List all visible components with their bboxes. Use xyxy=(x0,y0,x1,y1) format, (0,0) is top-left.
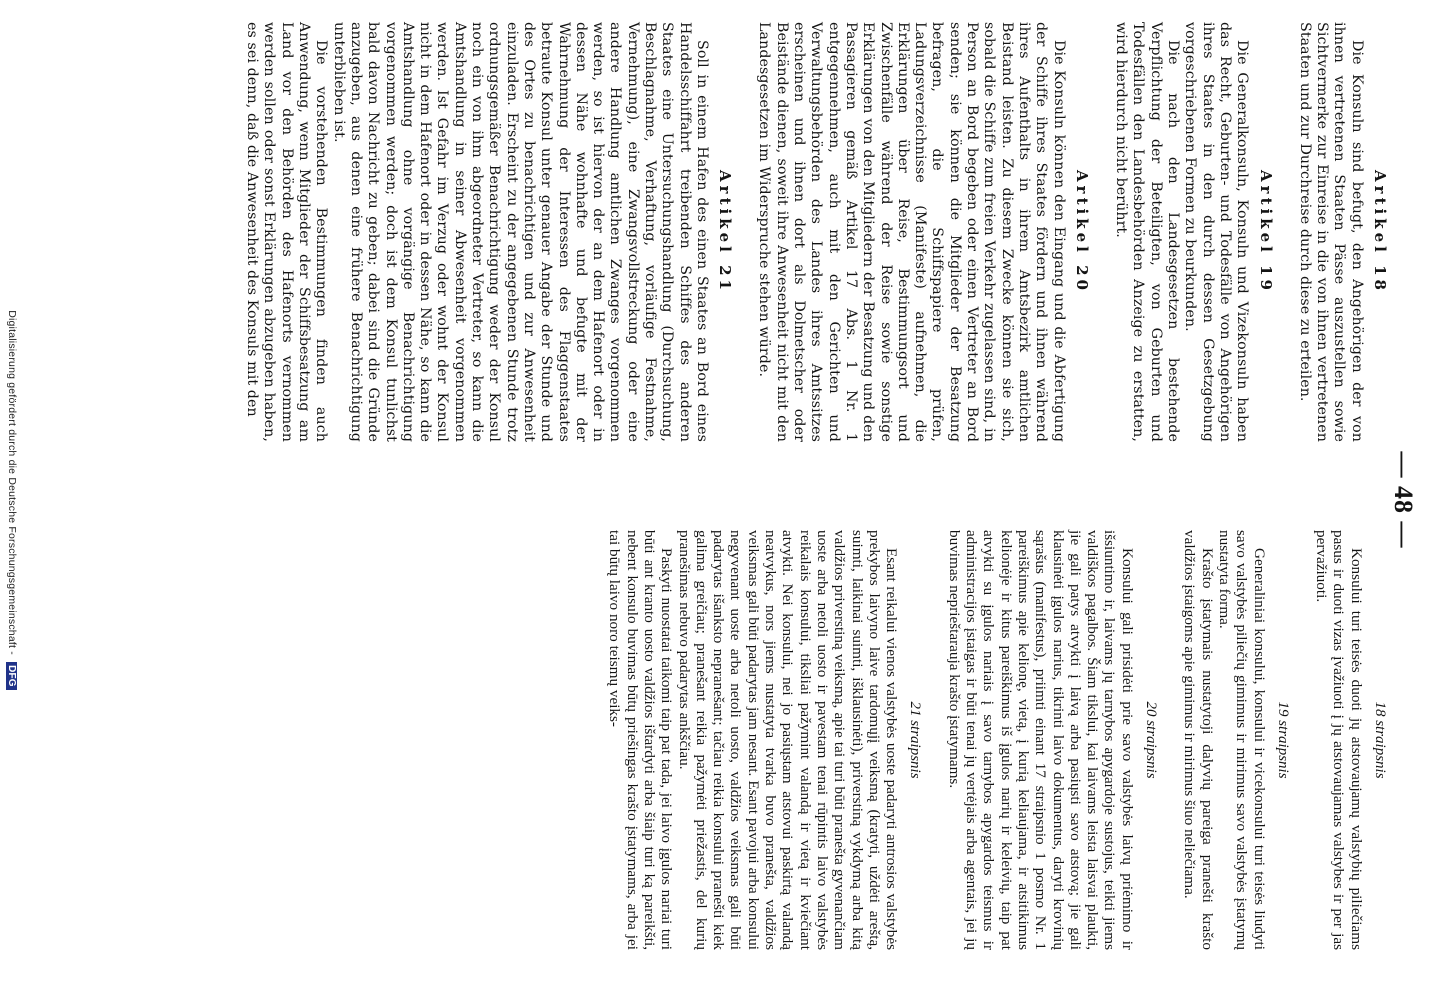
article-paragraph: Die vorstehenden Bestimmungen finden auch Anwendung, wenn Mitglieder der Schiffsbesatzung am Land vor den Behörden des Hafenorts vernommen werden sollen oder sonst Erklärungen abzugeben haben, es sei denn, daß die Anwesenheit des Konsuls mit den xyxy=(244,22,330,442)
dfg-logo-icon: DFG xyxy=(6,662,17,690)
digitization-credit xyxy=(6,0,18,1000)
lithuanian-article-19 xyxy=(1181,530,1291,950)
article-heading: 19 straipsnis xyxy=(1274,701,1291,779)
article-heading: 20 straipsnis xyxy=(1143,701,1160,779)
german-article-21 xyxy=(243,22,733,442)
credit-text: Digitalisierung gefördert durch die Deutsche Forschungsgemeinschaft - xyxy=(6,310,18,655)
german-article-18 xyxy=(1296,22,1388,442)
article-heading: Artikel 19 xyxy=(1256,170,1275,294)
article-paragraph: Die nach den Landesgesetzen bestehende Verpflichtung der Beteiligten, von Geburten und Todesfällen den Landesbehörden Anzeige zu erstatten, wird hierdurch nicht berührt. xyxy=(1113,22,1182,442)
article-paragraph: Generaliniai konsului, konsului ir vicekonsului turi teisės liudyti savo valstybės piliečių gimimus ir mirimus savo valstybės įstatymų nustatyta forma. xyxy=(1215,530,1268,950)
page-number: — 48 — xyxy=(1389,451,1418,549)
article-heading: 18 straipsnis xyxy=(1372,701,1388,779)
lithuanian-column xyxy=(584,530,1388,950)
article-paragraph: Krašto įstatymais nustatytoji dalyvių pareiga pranešti krašto valdžios įstaigoms apie gimimus ir mirimus šiuo neliečiama. xyxy=(1181,530,1216,950)
article-heading: Artikel 20 xyxy=(1072,170,1091,294)
article-paragraph: Paskyti nuostatai taikomi taip pat tada, jei laivo įgulos nariai turi būti ant kranto uosto valdžios ištardyti arba šiaip turi ką pareikšti, nebent konsulo buvimas būtų priešingas krašto įstatymams, arba jei tai būtų laivo noro teismų veiks- xyxy=(606,530,676,950)
article-heading: Artikel 21 xyxy=(716,170,735,294)
lithuanian-article-21 xyxy=(606,530,923,950)
article-heading: 21 straipsnis xyxy=(907,701,924,779)
article-paragraph: Konsului gali prisidėti prie savo valstybės laivų priėmimo ir išsiuntimo ir, laivams jų tarnybos apygardoje sustojus, teikti jiems valdiškos pagalbos. Šiam tikslui, kai laivams leista laisvai plaukti, jie gali patys atvykti į laivą arba pasiųsti savo atstovą; jie gali klausinėti įgulos narius, tikrinti laivo dokumentus, daryti krovinių sąrašus (manifestus), priimti einant 17 straipsnio 1 posmo Nr. 1 pareiškimus apie kelionę, vietą, į kurią keliaujama, ir atsitikimus kelionėje ir kitus pareiškimus iš įgulos narių ir keleivių, taip pat atvykti su įgulos nariais į savo tarnybos apygardos teismus ir administracijos įstaigas ir būti tenai jų vertėjais arba agentais, jei jų buvimas neprieštarauja krašto įstatymams. xyxy=(945,530,1136,950)
article-paragraph: Konsului turi teisės duoti jų atstovaujamų valstybių piliečiams pasus ir duoti vizas įvažiuoti į jų atstovaujamas valstybes ir per jas pervažiuoti. xyxy=(1313,530,1365,950)
article-paragraph: Die Konsuln können den Eingang und die Abfertigung der Schiffe ihres Staates fördern und ihnen während ihres Aufenthalts in ihrem Amtsbezirk amtlichen Beistand leisten. Zu diesem Zwecke können sie sich, sobald die Schiffe zum freien Verkehr zugelassen sind, in Person an Bord begeben oder einen Vertreter an Bord senden; sie können die Mitglieder der Besatzung befragen, die Schiffspapiere prüfen, Ladungsverzeichnisse (Manifeste) aufnehmen, die Erklärungen über Reise, Bestimmungsort und Zwischenfälle während der Reise sowie sonstige Erklärungen von den Mitgliedern der Besatzung und den Passagieren gemäß Artikel 17 Abs. 1 Nr. 1 entgegennehmen, auch mit den Gerichten und Verwaltungsbehörden des Landes ihres Amtssitzes erscheinen und ihnen dort als Dolmetscher oder Beistände dienen, soweit ihre Anwesenheit nicht mit den Landesgesetzen im Widerspruche stehen würde. xyxy=(756,22,1067,442)
article-paragraph: Die Konsuln sind befugt, den Angehörigen der von ihnen vertretenen Staaten Pässe auszustellen sowie Sichtvermerke zur Einreise in die von ihnen vertretenen Staaten und zur Durchreise durch diese zu erteilen. xyxy=(1296,22,1365,442)
article-paragraph: Soll in einem Hafen des einen Staates an Bord eines Handelsschiffahrt treibenden Schiffes des anderen Staates eine Untersuchungshandlung (Durchsuchung, Beschlagnahme, Verhaftung, vorläufige Festnahme, Vernehmung), eine Zwangsvollstreckung oder eine andere Handlung amtlichen Zwanges vorgenommen werden, so ist hiervon der an dem Hafenort oder in dessen Nähe wohnhafte und befugte mit der Wahrnehmung der Interessen des Flaggenstaates betraute Konsul unter genauer Angabe der Stunde und des Ortes zu benachrichtigen und zur Anwesenheit einzuladen. Erscheint zu der angegebenen Stunde trotz ordnungsgemäßer Benachrichtigung weder der Konsul noch ein von ihm abgeordneter Vertreter, so kann die Amtshandlung in seiner Abwesenheit vorgenommen werden. Ist Gefahr im Verzug oder wohnt der Konsul nicht in dem Hafenort oder in dessen Nähe, so kann die Amtshandlung ohne vorgängige Benachrichtigung vorgenommen werden; doch ist dem Konsul tunlichst bald davon Nachricht zu geben; dabei sind die Gründe anzugeben, aus denen eine frühere Benachrichtigung unterblieben ist. xyxy=(330,22,710,442)
article-paragraph: Esant reikalui vienos valstybės uoste padaryti antrosios valstybės prekybos laivyno laive tardomųjį veiksmą (kratyti, uždėti areštą, suimti, laikinai suimti, išklausinėti), priverstiną vykdymą arba kitą valdžios priverstiną veiksmą, apie tai turi būti pranešta gyvenančiam uoste arba netoli uosto ir pavestam tenai rūpintis laivo valstybės reikalais konsului, tiksliai pažymint valandą ir vietą ir kviečiant atvykti. Nei konsului, nei jo pasiųstam atstovui paskirtą valandą neatvykus, nors jiems nustatyta tvarka buvo pranešta, valdžios veiksmas gali būti padarytas jam nesant. Esant pavojui arba konsului negyvenant uoste arba netoli uosto, valdžios veiksmas gali būti padarytas išanksto nepranešant; tačiau reikia konsului pranešti kiek galima greičiau; pranešant reikia pažymėti priežastis, del kurių pranešimas nebuvo padarytas ankščiau. xyxy=(675,530,901,950)
german-column xyxy=(221,22,1388,442)
lithuanian-article-20 xyxy=(945,530,1159,950)
article-paragraph: Die Generalkonsuln, Konsuln und Vizekonsuln haben das Recht, Geburten- und Todesfälle von Angehörigen ihres Staates in den durch dessen Gesetzgebung vorgeschriebenen Formen zu beurkunden. xyxy=(1182,22,1251,442)
lithuanian-article-18 xyxy=(1313,530,1388,950)
article-heading: Artikel 18 xyxy=(1371,170,1389,294)
german-article-20 xyxy=(755,22,1090,442)
german-article-19 xyxy=(1112,22,1274,442)
